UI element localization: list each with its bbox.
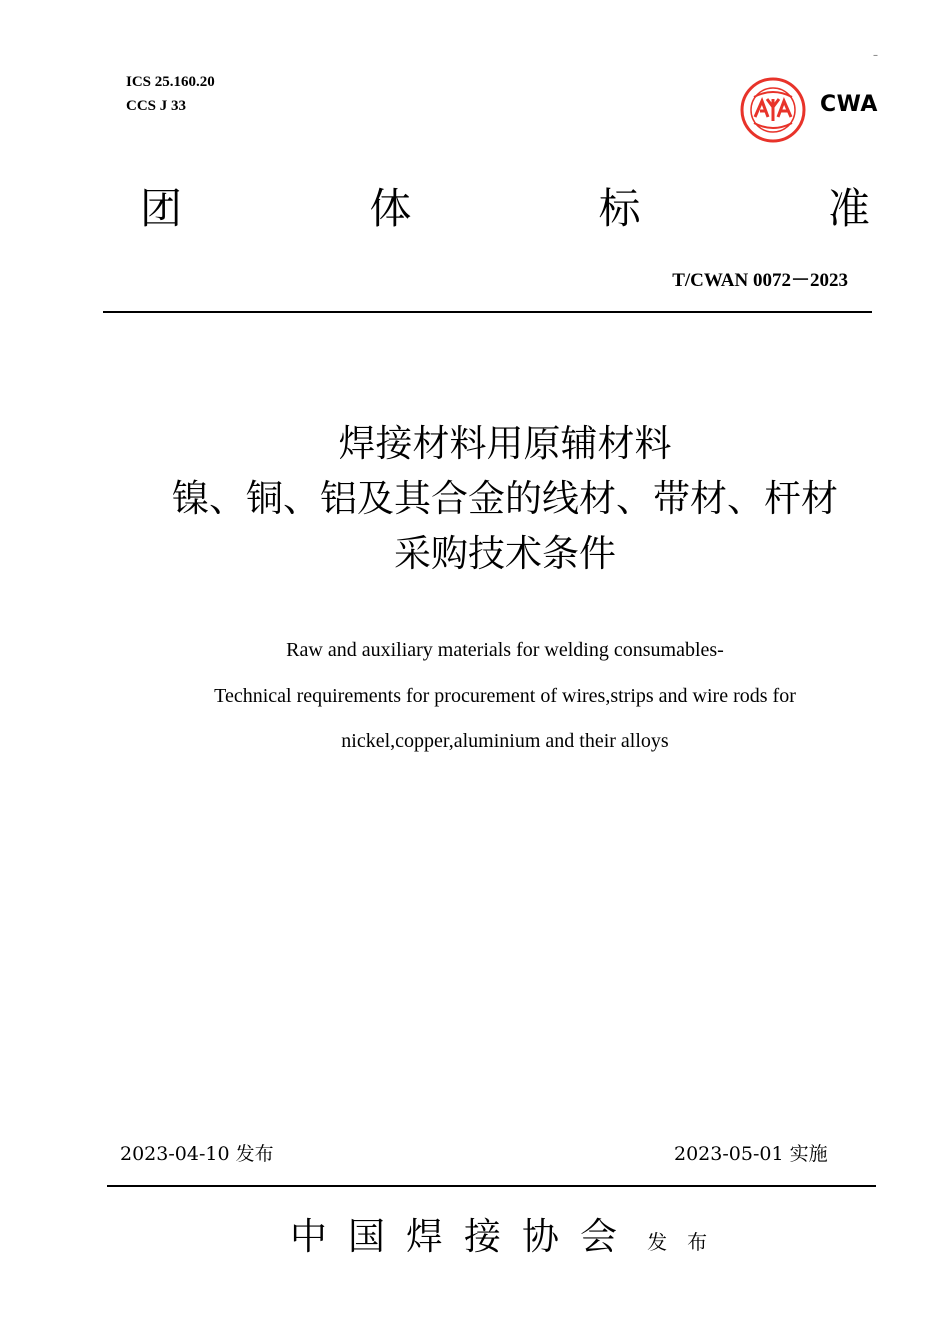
english-title-line: Technical requirements for procurement of wires,strips and wire rods for bbox=[214, 684, 796, 707]
standard-type-char: 团 bbox=[140, 184, 183, 233]
english-title-line: Raw and auxiliary materials for welding consumables- bbox=[286, 639, 724, 661]
english-title-line: nickel,copper,aluminium and their alloys bbox=[341, 730, 669, 752]
standard-number: T/CWAN 0072－2023 bbox=[672, 270, 848, 291]
standard-type bbox=[140, 183, 870, 235]
english-title bbox=[60, 628, 950, 765]
ccs-code: CCS J 33 bbox=[126, 98, 187, 114]
bottom-divider bbox=[107, 1185, 876, 1187]
standard-type-char: 标 bbox=[598, 184, 641, 233]
publish-date: 2023-04-10 发布 bbox=[120, 1143, 274, 1165]
effective-date: 2023-05-01 实施 bbox=[674, 1143, 828, 1165]
publisher-organization: 中国焊接协会 bbox=[290, 1215, 638, 1258]
classification-codes bbox=[126, 70, 215, 118]
standard-type-char: 体 bbox=[369, 184, 412, 233]
logo-label: CWA bbox=[820, 92, 878, 117]
cwa-logo-icon bbox=[740, 77, 806, 143]
ics-code: ICS 25.160.20 bbox=[126, 74, 215, 90]
chinese-title bbox=[60, 416, 950, 581]
chinese-title-line: 焊接材料用原辅材料 bbox=[338, 422, 672, 465]
publisher-action: 发布 bbox=[647, 1230, 728, 1254]
standard-type-char: 准 bbox=[827, 184, 870, 233]
publisher bbox=[290, 1206, 727, 1260]
chinese-title-line: 镍、铜、铝及其合金的线材、带材、杆材 bbox=[172, 477, 838, 520]
top-divider bbox=[103, 311, 872, 313]
chinese-title-line: 采购技术条件 bbox=[394, 532, 616, 575]
corner-mark: – bbox=[873, 50, 878, 61]
